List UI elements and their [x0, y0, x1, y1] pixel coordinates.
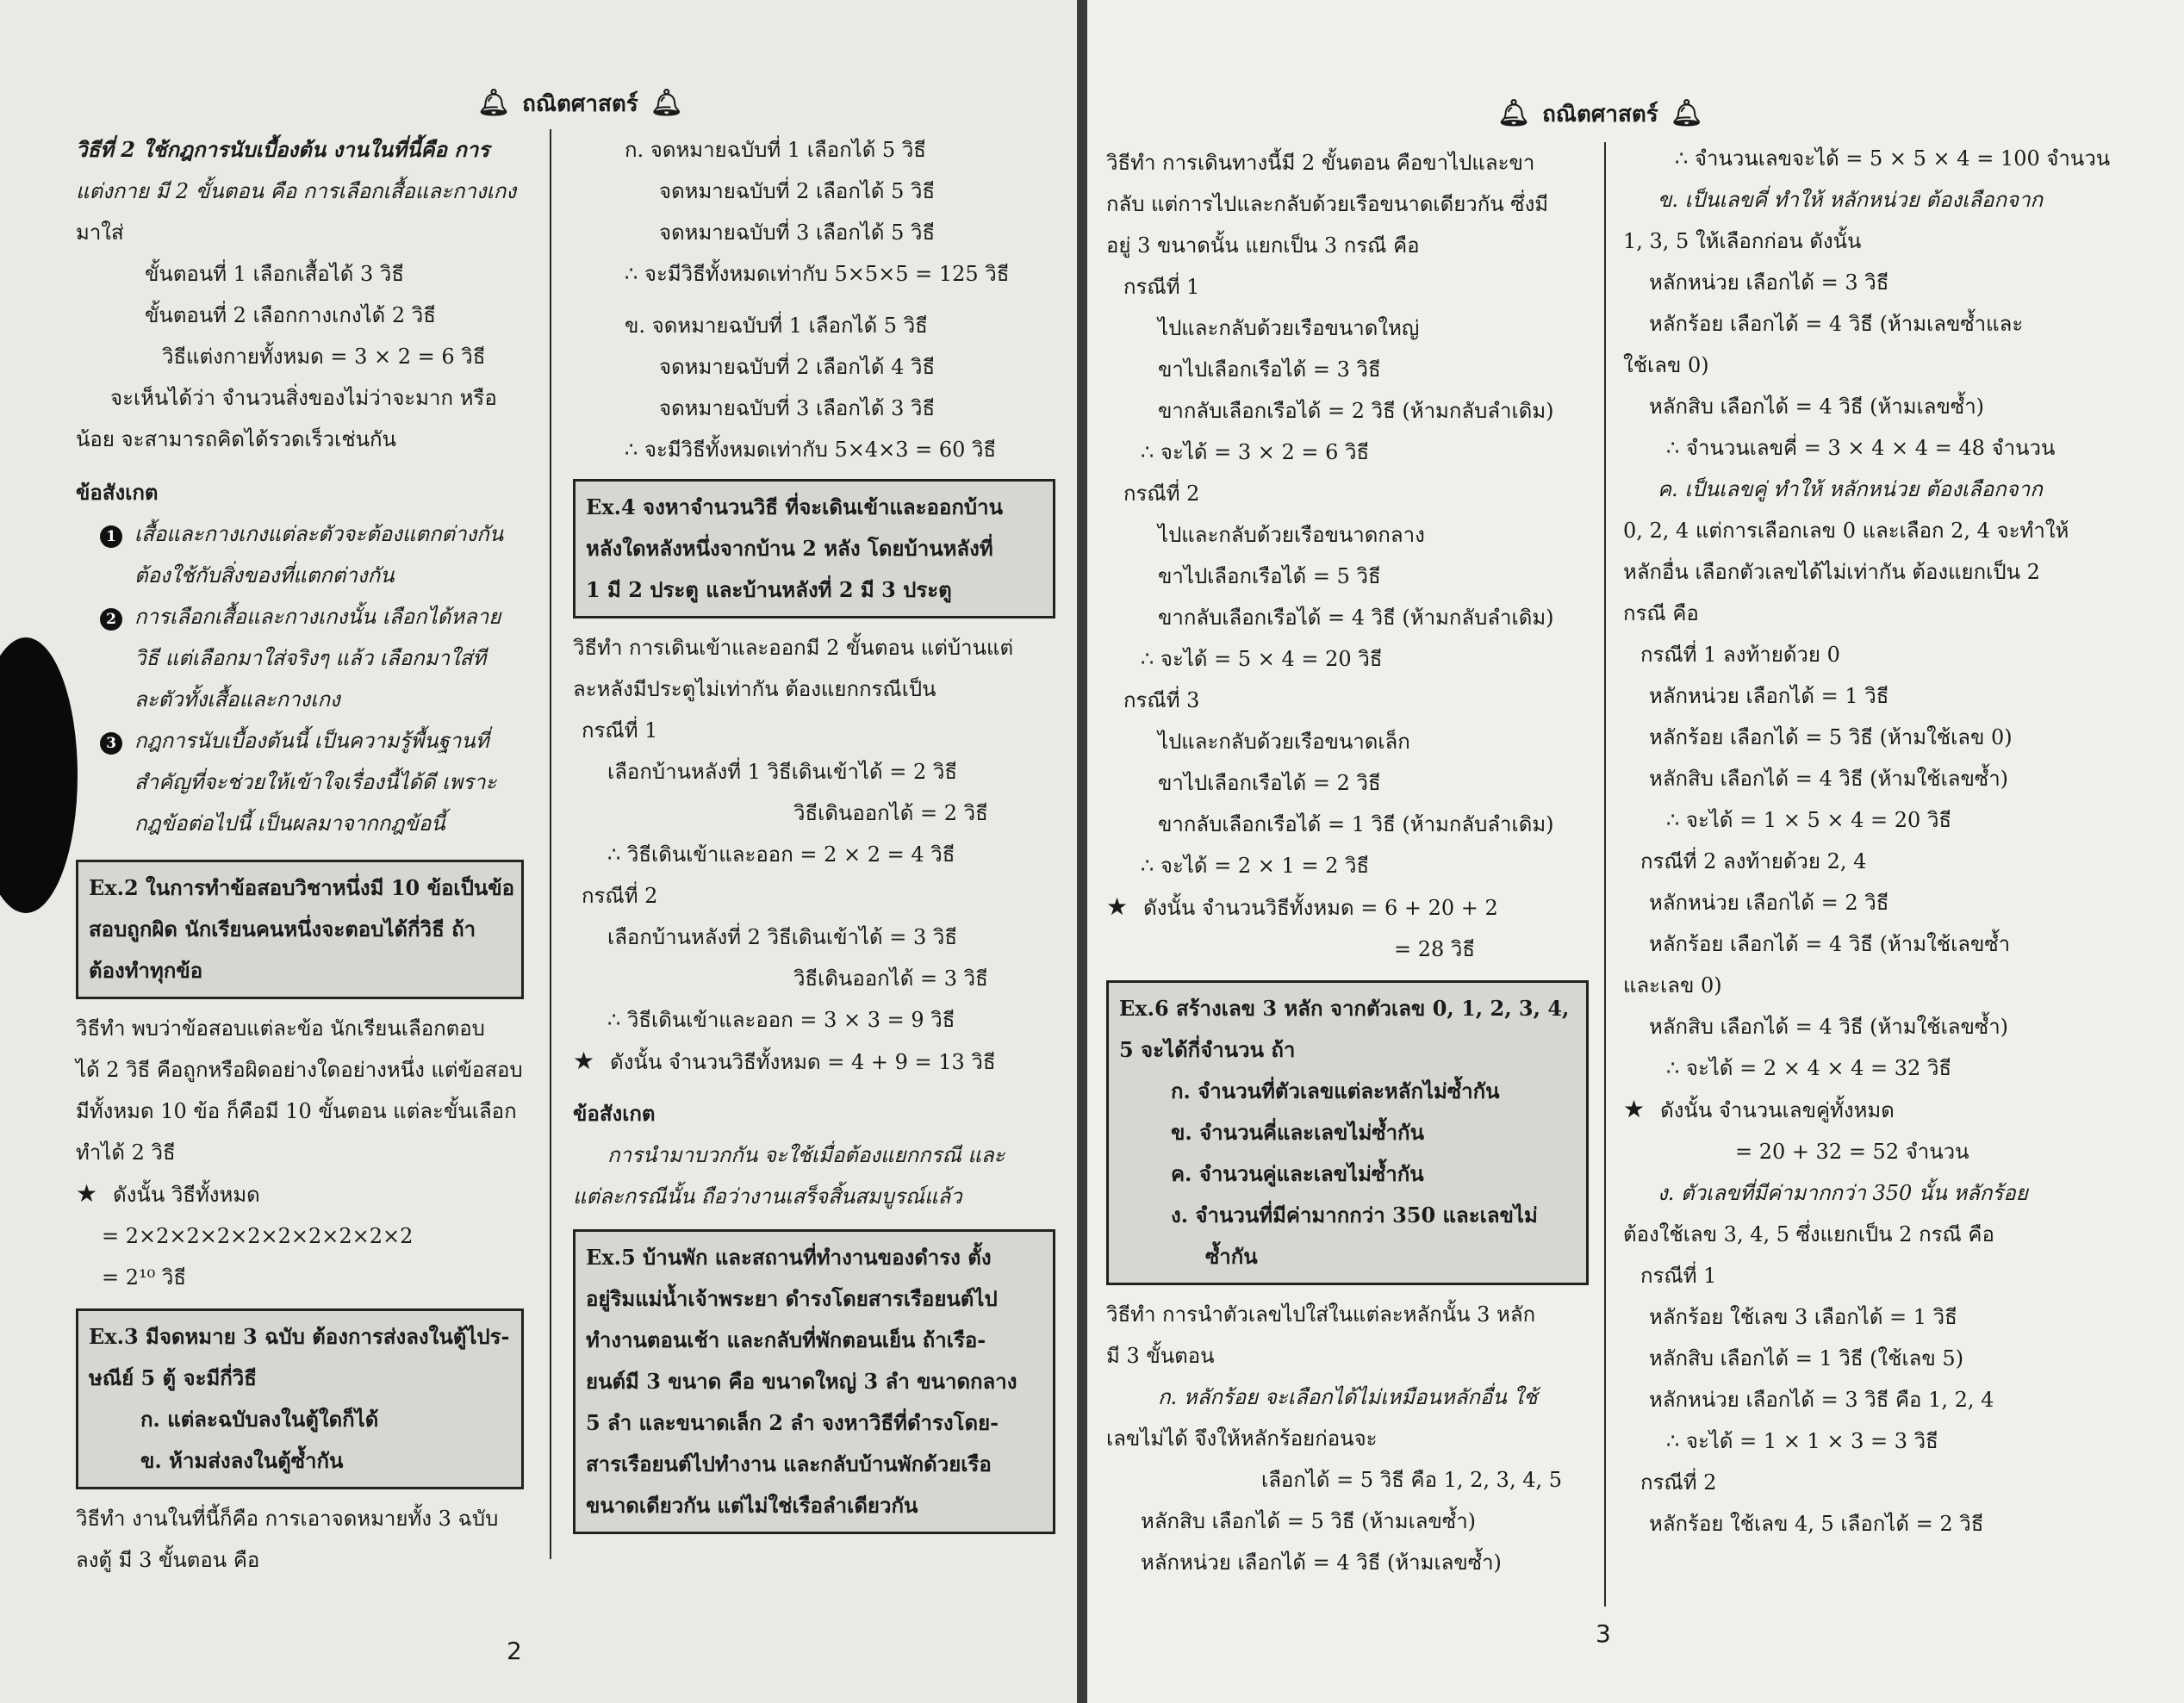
box-line: Ex.5 บ้านพัก และสถานที่ทำงานของดำรง ตั้ง — [586, 1245, 992, 1270]
text-line: เลขไม่ได้ จึงให้หลักร้อยก่อนจะ — [1106, 1426, 1378, 1451]
result-line: = 2×2×2×2×2×2×2×2×2×2 — [102, 1224, 414, 1248]
text-line: จดหมายฉบับที่ 3 เลือกได้ 3 วิธี — [659, 396, 936, 420]
text-line: ขั้นตอนที่ 2 เลือกกางเกงได้ 2 วิธี — [145, 303, 436, 327]
case-title: กรณีที่ 2 — [582, 884, 658, 908]
text-line: แต่งกาย มี 2 ขั้นตอน คือ การเลือกเสื้อและกางเกง — [76, 179, 517, 203]
note-item: 3 กฎการนับเบื้องต้นนี้ เป็นความรู้พื้นฐานที่ — [76, 720, 524, 761]
number-marker: 2 — [100, 608, 122, 631]
note-item: 1 เสื้อและกางเกงแต่ละตัวจะต้องแตกต่างกัน — [76, 513, 524, 555]
text-line: หลักหน่วย เลือกได้ = 1 วิธี — [1649, 684, 1889, 708]
box-line: หลังใดหลังหนึ่งจากบ้าน 2 หลัง โดยบ้านหลังที่ — [586, 536, 993, 561]
result-line: = 28 วิธี — [1394, 937, 1476, 961]
box-line: ก. แต่ละฉบับลงในตู้ใดก็ได้ — [140, 1407, 379, 1432]
text-line: เลือกบ้านหลังที่ 2 วิธีเดินเข้าได้ = 3 วิธี — [607, 925, 958, 949]
text-line: หลักร้อย ใช้เลข 3 เลือกได้ = 1 วิธี — [1649, 1305, 1957, 1329]
text-line: ∴ วิธีเดินเข้าและออก = 3 × 3 = 9 วิธี — [607, 1008, 955, 1032]
star-icon: ★ — [1623, 1095, 1646, 1123]
example-box-ex4 — [573, 479, 1055, 618]
text-line: วิธีทำ พบว่าข้อสอบแต่ละข้อ นักเรียนเลือกตอบ — [76, 1016, 485, 1041]
text-line: จดหมายฉบับที่ 2 เลือกได้ 4 วิธี — [659, 355, 936, 379]
text-line: ∴ จะได้ = 1 × 1 × 3 = 3 วิธี — [1666, 1429, 1938, 1453]
example-box-ex5 — [573, 1229, 1055, 1534]
text-line: จดหมายฉบับที่ 3 เลือกได้ 5 วิธี — [659, 221, 936, 245]
star-icon: ★ — [573, 1047, 595, 1075]
text-line: หลักอื่น เลือกตัวเลขได้ไม่เท่ากัน ต้องแยกเป็น 2 — [1623, 560, 2040, 584]
text-line: กรณีที่ 1 — [1640, 1264, 1717, 1288]
text-line: ค. เป็นเลขคู่ ทำให้ หลักหน่วย ต้องเลือกจาก — [1658, 477, 2043, 501]
text-line: ไปและกลับด้วยเรือขนาดเล็ก — [1158, 730, 1410, 754]
box-line: ยนต์มี 3 ขนาด คือ ขนาดใหญ่ 3 ลำ ขนาดกลาง — [586, 1369, 1017, 1394]
text-line: หลักร้อย เลือกได้ = 5 วิธี (ห้ามใช้เลข 0) — [1649, 725, 2013, 749]
text-line: วิธีแต่งกายทั้งหมด = 3 × 2 = 6 วิธี — [162, 345, 486, 369]
text-line: ขาไปเลือกเรือได้ = 3 วิธี — [1158, 357, 1381, 382]
right-column-1 — [1106, 142, 1589, 1583]
text-line: ∴ จำนวนเลขคี่ = 3 × 4 × 4 = 48 จำนวน — [1666, 436, 2056, 460]
text-line: 0, 2, 4 แต่การเลือกเลข 0 และเลือก 2, 4 จะทำให้ — [1623, 519, 2069, 543]
section-title: ข้อสังเกต — [76, 480, 159, 505]
text-line: หลักสิบ เลือกได้ = 5 วิธี (ห้ามเลขซ้ำ) — [1141, 1509, 1477, 1533]
box-line: สอบถูกผิด นักเรียนคนหนึ่งจะตอบได้กี่วิธี ถ้า — [89, 917, 476, 942]
text-line: วิธีเดินออกได้ = 2 วิธี — [793, 801, 988, 825]
text-line: วิธีทำ การเดินเข้าและออกมี 2 ขั้นตอน แต่บ้านแต่ — [573, 636, 1014, 660]
text-line: เลือกได้ = 5 วิธี คือ 1, 2, 3, 4, 5 — [1261, 1468, 1563, 1492]
example-box-ex6 — [1106, 980, 1589, 1285]
result-line: = 2¹⁰ วิธี — [102, 1265, 187, 1290]
box-line: ทำงานตอนเช้า และกลับที่พักตอนเย็น ถ้าเรือ- — [586, 1327, 986, 1352]
case-title: กรณีที่ 1 — [582, 718, 658, 743]
box-line: ต้องทำทุกข้อ — [89, 958, 203, 983]
box-line: ง. จำนวนที่มีค่ามากกว่า 350 และเลขไม่ — [1171, 1203, 1538, 1228]
text-line: กรณี คือ — [1623, 601, 1699, 625]
text-line: วิธีเดินออกได้ = 3 วิธี — [793, 966, 988, 991]
text-line: ลงตู้ มี 3 ขั้นตอน คือ — [76, 1548, 260, 1572]
text-line: หลักสิบ เลือกได้ = 4 วิธี (ห้ามใช้เลขซ้ำ) — [1649, 767, 2009, 791]
case-title: กรณีที่ 2 — [1123, 482, 1200, 506]
text-line: ขากลับเลือกเรือได้ = 4 วิธี (ห้ามกลับลำเดิม) — [1158, 606, 1554, 630]
text-line: กรณีที่ 2 ลงท้ายด้วย 2, 4 — [1640, 849, 1867, 873]
box-line: ขนาดเดียวกัน แต่ไม่ใช่เรือลำเดียวกัน — [586, 1493, 918, 1518]
text-line: ก. จดหมายฉบับที่ 1 เลือกได้ 5 วิธี — [625, 138, 926, 162]
text-line: ทำได้ 2 วิธี — [76, 1141, 176, 1165]
box-line: Ex.2 ในการทำข้อสอบวิชาหนึ่งมี 10 ข้อเป็นข้อ — [89, 875, 515, 900]
note-line: สำคัญที่จะช่วยให้เข้าใจเรื่องนี้ได้ดี เพราะ — [134, 770, 497, 794]
text-line: กรณีที่ 2 — [1640, 1470, 1717, 1495]
text-line: วิธีที่ 2 ใช้กฎการนับเบื้องต้น งานในที่นี้คือ การ — [76, 137, 490, 162]
box-line: อยู่ริมแม่น้ำเจ้าพระยา ดำรงโดยสารเรือยนต์ไป — [586, 1286, 998, 1311]
text-line: ∴ จะได้ = 2 × 1 = 2 วิธี — [1141, 854, 1370, 878]
note-line: ต้องใช้กับสิ่งของที่แตกต่างกัน — [134, 563, 395, 587]
text-line: ต้องใช้เลข 3, 4, 5 ซึ่งแยกเป็น 2 กรณี คือ — [1623, 1222, 1994, 1246]
note-line: การนำมาบวกกัน จะใช้เมื่อต้องแยกกรณี และ — [607, 1143, 1005, 1167]
box-line: Ex.4 จงหาจำนวนวิธี ที่จะเดินเข้าและออกบ้าน — [586, 494, 1003, 519]
text-line: มีทั้งหมด 10 ข้อ ก็คือมี 10 ขั้นตอน แต่ละขั้นเลือก — [76, 1099, 517, 1123]
note-line: ละตัวทั้งเสื้อและกางเกง — [134, 687, 340, 712]
text-line: จะเห็นได้ว่า จำนวนสิ่งของไม่ว่าจะมาก หรือ — [110, 386, 497, 410]
box-line: ข. ห้ามส่งลงในตู้ซ้ำกัน — [140, 1448, 344, 1473]
right-page — [1087, 0, 2184, 1703]
text-line: หลักหน่วย เลือกได้ = 4 วิธี (ห้ามเลขซ้ำ) — [1141, 1551, 1502, 1575]
box-line: ซ้ำกัน — [1205, 1244, 1258, 1269]
text-line: หลักหน่วย เลือกได้ = 2 วิธี — [1649, 891, 1889, 915]
result-line: ★ ดังนั้น วิธีทั้งหมด — [76, 1179, 260, 1208]
box-line: Ex.6 สร้างเลข 3 หลัก จากตัวเลข 0, 1, 2, 3, 4, — [1119, 996, 1570, 1021]
text-line: ละหลังมีประตูไม่เท่ากัน ต้องแยกกรณีเป็น — [573, 677, 936, 701]
text-line: = 20 + 32 = 52 จำนวน — [1735, 1140, 1969, 1164]
text-line: มาใส่ — [76, 221, 124, 245]
text-line: ง. ตัวเลขที่มีค่ามากกว่า 350 นั้น หลักร้อย — [1658, 1181, 2028, 1205]
text-line: ∴ จะได้ = 1 × 5 × 4 = 20 วิธี — [1666, 808, 1952, 832]
text-line: ไปและกลับด้วยเรือขนาดกลาง — [1158, 523, 1425, 547]
note-item: 2 การเลือกเสื้อและกางเกงนั้น เลือกได้หลาย — [76, 596, 524, 637]
note-line: วิธี แต่เลือกมาใส่จริงๆ แล้ว เลือกมาใส่ที — [134, 646, 487, 670]
text-line: มี 3 ขั้นตอน — [1106, 1344, 1215, 1368]
page-header-left — [465, 86, 695, 121]
text-line: วิธีทำ การนำตัวเลขไปใส่ในแต่ละหลักนั้น 3 หลัก — [1106, 1302, 1536, 1327]
box-line: Ex.3 มีจดหมาย 3 ฉบับ ต้องการส่งลงในตู้ไปร- — [89, 1324, 510, 1349]
text-line: กรณีที่ 1 ลงท้ายด้วย 0 — [1640, 643, 1840, 667]
text-line: ขากลับเลือกเรือได้ = 2 วิธี (ห้ามกลับลำเดิม) — [1158, 399, 1554, 423]
text-line: ไปและกลับด้วยเรือขนาดใหญ่ — [1158, 316, 1420, 340]
text-line: ∴ จะได้ = 2 × 4 × 4 = 32 วิธี — [1666, 1056, 1952, 1080]
text-line: ขาไปเลือกเรือได้ = 2 วิธี — [1158, 771, 1381, 795]
column-divider — [1604, 142, 1606, 1607]
text-line: ∴ จำนวนเลขจะได้ = 5 × 5 × 4 = 100 จำนวน — [1675, 146, 2111, 171]
left-page — [0, 0, 1077, 1703]
note-line: กฎข้อต่อไปนี้ เป็นผลมาจากกฎข้อนี้ — [134, 811, 445, 836]
text-line: ∴ จะได้ = 3 × 2 = 6 วิธี — [1141, 440, 1370, 464]
box-line: ข. จำนวนคี่และเลขไม่ซ้ำกัน — [1171, 1120, 1424, 1145]
text-line: 1, 3, 5 ให้เลือกก่อน ดังนั้น — [1623, 229, 1862, 253]
page-header-right — [1485, 96, 1715, 132]
left-column-2 — [573, 129, 1055, 1543]
header-title: ถณิตศาสตร์ — [1542, 102, 1658, 127]
text-line: ข. จดหมายฉบับที่ 1 เลือกได้ 5 วิธี — [625, 314, 928, 338]
thumb-shadow — [0, 637, 78, 913]
note-line: แต่ละกรณีนั้น ถือว่างานเสร็จสิ้นสมบูรณ์แล้ว — [573, 1184, 962, 1209]
text-line: อยู่ 3 ขนาดนั้น แยกเป็น 3 กรณี คือ — [1106, 233, 1420, 258]
box-line: 5 จะได้กี่จำนวน ถ้า — [1119, 1037, 1296, 1062]
text-line: ก. หลักร้อย จะเลือกได้ไม่เหมือนหลักอื่น ใช้ — [1158, 1385, 1538, 1409]
text-line: ใช้เลข 0) — [1623, 353, 1709, 377]
text-line: น้อย จะสามารถคิดได้รวดเร็วเช่นกัน — [76, 427, 396, 451]
box-line: ษณีย์ 5 ตู้ จะมีกี่วิธี — [89, 1365, 257, 1390]
column-divider — [550, 129, 551, 1559]
number-marker: 3 — [100, 732, 122, 755]
result-line: ★ ดังนั้น จำนวนวิธีทั้งหมด = 4 + 9 = 13 วิธี — [573, 1047, 996, 1075]
bell-icon: 🔔︎ — [1670, 98, 1703, 128]
text-line: กลับ แต่การไปและกลับด้วยเรือขนาดเดียวกัน ซึ่งมี — [1106, 192, 1549, 216]
text-line: หลักหน่วย เลือกได้ = 3 วิธี คือ 1, 2, 4 — [1649, 1388, 1994, 1412]
text-line: ∴ จะได้ = 5 × 4 = 20 วิธี — [1141, 647, 1383, 671]
text-line: หลักสิบ เลือกได้ = 4 วิธี (ห้ามเลขซ้ำ) — [1649, 395, 1985, 419]
text-line: วิธีทำ งานในที่นี้ก็คือ การเอาจดหมายทั้ง 3 ฉบับ — [76, 1507, 499, 1531]
text-line: ข. เป็นเลขคี่ ทำให้ หลักหน่วย ต้องเลือกจาก — [1658, 188, 2044, 212]
box-line: 1 มี 2 ประตู และบ้านหลังที่ 2 มี 3 ประตู — [586, 577, 952, 602]
text-line: หลักร้อย ใช้เลข 4, 5 เลือกได้ = 2 วิธี — [1649, 1512, 1984, 1536]
header-title: ถณิตศาสตร์ — [522, 91, 638, 117]
result-line: ★ ดังนั้น จำนวนวิธีทั้งหมด = 6 + 20 + 2 — [1106, 892, 1498, 921]
box-line: 5 ลำ และขนาดเล็ก 2 ลำ จงหาวิธีที่ดำรงโดย- — [586, 1410, 999, 1435]
bell-icon: 🔔︎ — [1497, 98, 1531, 128]
text-line: วิธีทำ การเดินทางนี้มี 2 ขั้นตอน คือขาไปและขา — [1106, 151, 1535, 175]
text-line: หลักร้อย เลือกได้ = 4 วิธี (ห้ามเลขซ้ำและ — [1649, 312, 2024, 336]
star-icon: ★ — [1106, 892, 1129, 921]
text-line: ∴ วิธีเดินเข้าและออก = 2 × 2 = 4 วิธี — [607, 842, 955, 867]
text-line: ขาไปเลือกเรือได้ = 5 วิธี — [1158, 564, 1381, 588]
text-line: หลักสิบ เลือกได้ = 4 วิธี (ห้ามใช้เลขซ้ำ) — [1649, 1015, 2009, 1039]
right-column-2 — [1623, 138, 2166, 1545]
section-title: ข้อสังเกต — [573, 1101, 656, 1126]
page-number: 2 — [507, 1637, 522, 1665]
bell-icon: 🔔︎ — [650, 88, 683, 118]
text-line: ขั้นตอนที่ 1 เลือกเสื้อได้ 3 วิธี — [145, 262, 404, 286]
text-line: ∴ จะมีวิธีทั้งหมดเท่ากับ 5×5×5 = 125 วิธี — [625, 262, 1010, 286]
text-line: ขากลับเลือกเรือได้ = 1 วิธี (ห้ามกลับลำเดิม) — [1158, 812, 1554, 836]
box-line: ก. จำนวนที่ตัวเลขแต่ละหลักไม่ซ้ำกัน — [1171, 1078, 1500, 1103]
text-line: หลักร้อย เลือกได้ = 4 วิธี (ห้ามใช้เลขซ้ำ — [1649, 932, 2011, 956]
text-line: หลักสิบ เลือกได้ = 1 วิธี (ใช้เลข 5) — [1649, 1346, 1964, 1370]
text-line: ∴ จะมีวิธีทั้งหมดเท่ากับ 5×4×3 = 60 วิธี — [625, 438, 997, 462]
box-line: ค. จำนวนคู่และเลขไม่ซ้ำกัน — [1171, 1161, 1424, 1186]
number-marker: 1 — [100, 525, 122, 548]
text-line: จดหมายฉบับที่ 2 เลือกได้ 5 วิธี — [659, 179, 936, 203]
text-line: ★ ดังนั้น จำนวนเลขคู่ทั้งหมด — [1623, 1095, 1895, 1123]
case-title: กรณีที่ 3 — [1123, 688, 1200, 712]
case-title: กรณีที่ 1 — [1123, 275, 1200, 299]
example-box-ex3 — [76, 1308, 524, 1489]
text-line: และเลข 0) — [1623, 973, 1722, 998]
left-column-1 — [76, 129, 524, 1581]
bell-icon: 🔔︎ — [477, 88, 511, 118]
text-line: หลักหน่วย เลือกได้ = 3 วิธี — [1649, 270, 1889, 295]
example-box-ex2 — [76, 860, 524, 999]
text-line: เลือกบ้านหลังที่ 1 วิธีเดินเข้าได้ = 2 วิธี — [607, 760, 958, 784]
text-line: ได้ 2 วิธี คือถูกหรือผิดอย่างใดอย่างหนึ่ง แต่ข้อสอบ — [76, 1058, 523, 1082]
box-line: สารเรือยนต์ไปทำงาน และกลับบ้านพักด้วยเรือ — [586, 1451, 992, 1476]
page-number: 3 — [1596, 1619, 1611, 1648]
star-icon: ★ — [76, 1179, 98, 1208]
